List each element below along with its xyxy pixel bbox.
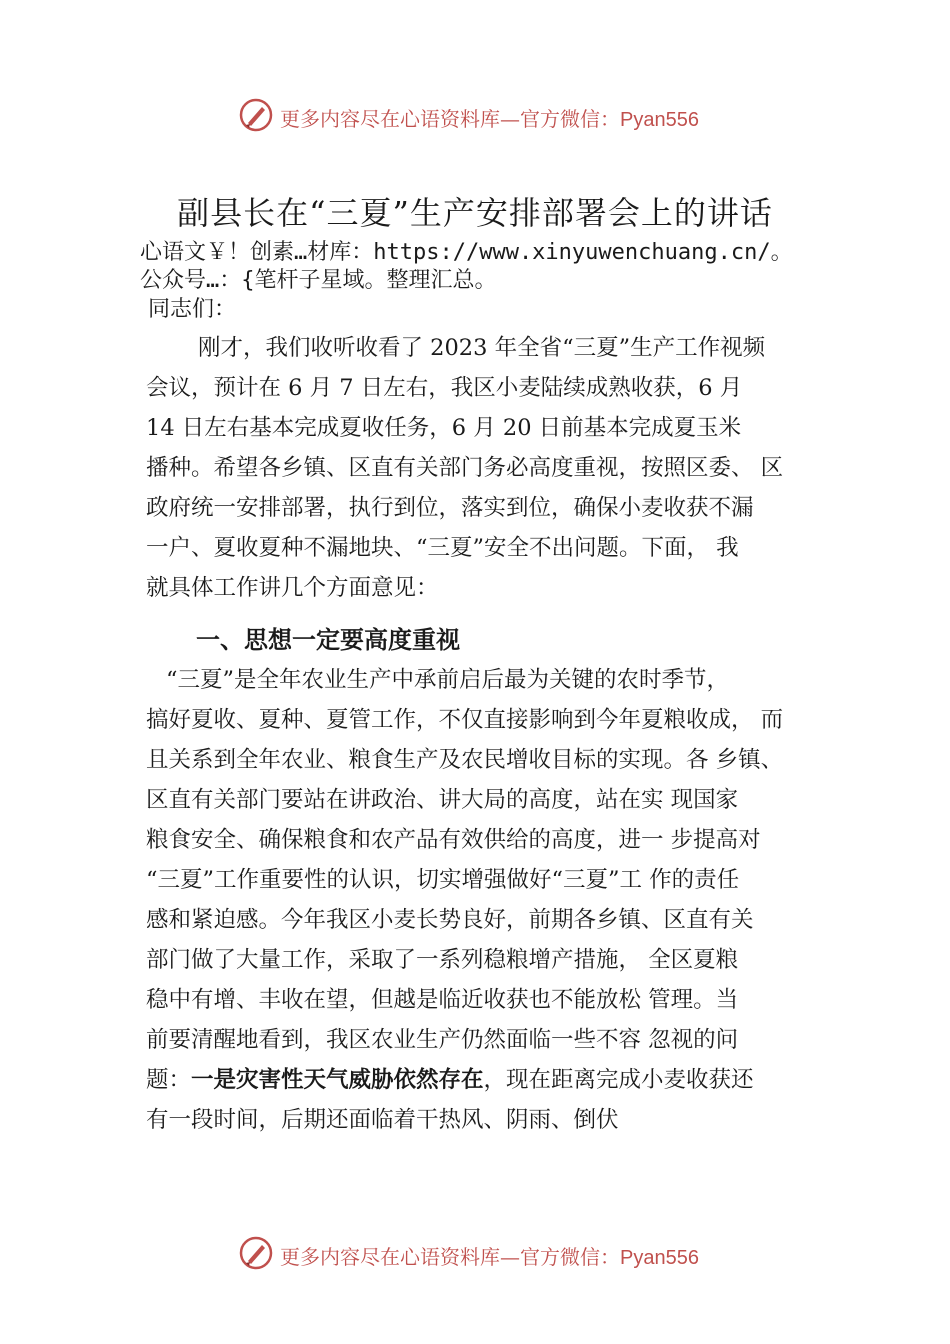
document-title: 副县长在“三夏”生产安排部署会上的讲话 <box>177 194 773 232</box>
footer-banner <box>0 1233 950 1273</box>
text-line: 且关系到全年农业、粮食生产及农民增收目标的实现。各 乡镇、 <box>146 747 784 773</box>
text-line: 搞好夏收、夏种、夏管工作，不仅直接影响到今年夏粮收成， 而 <box>146 707 784 733</box>
banner-wechat-id: Pyan556 <box>620 1247 699 1269</box>
text-line: 14 日左右基本完成夏收任务，6 月 20 日前基本完成夏玉米 <box>146 415 742 441</box>
text-line: “三夏”是全年农业生产中承前启后最为关键的农时季节， <box>166 667 730 693</box>
text-line: 会议，预计在 6 月 7 日左右，我区小麦陆续成熟收获，6 月 <box>146 375 743 401</box>
account-line: 公众号…：{笔杆子星域。整理汇总。 <box>140 268 497 293</box>
text-line: 稳中有增、丰收在望，但越是临近收获也不能放松 管理。当 <box>146 987 739 1013</box>
text-line: 感和紧迫感。今年我区小麦长势良好，前期各乡镇、区直有关 <box>146 907 754 933</box>
section-heading-1: 一、思想一定要高度重视 <box>196 626 460 654</box>
text-line: 就具体工作讲几个方面意见： <box>146 575 439 601</box>
emphasis-text: 一是灾害性天气威胁依然存在 <box>191 1067 484 1093</box>
banner-wechat-id: Pyan556 <box>620 109 699 131</box>
banner-text <box>280 1241 699 1270</box>
pen-seal-icon <box>238 1235 274 1271</box>
banner-text <box>280 103 699 132</box>
text-fragment: 题： <box>146 1067 192 1093</box>
pen-seal-icon <box>238 97 274 133</box>
text-fragment: ，现在距离完成小麦收获还 <box>483 1067 754 1093</box>
text-line: 播种。希望各乡镇、区直有关部门务必高度重视，按照区委、 区 <box>146 455 784 481</box>
text-line: 前要清醒地看到，我区农业生产仍然面临一些不容 忽视的问 <box>146 1027 739 1053</box>
text-line: 粮食安全、确保粮食和农产品有效供给的高度，进一 步提高对 <box>146 827 761 853</box>
text-line: 一户、夏收夏种不漏地块、“三夏”安全不出问题。下面， 我 <box>146 535 739 561</box>
paragraph-1 <box>146 328 836 608</box>
text-line: 区直有关部门要站在讲政治、讲大局的高度，站在实 现国家 <box>146 787 739 813</box>
text-line: 刚才，我们收听收看了 2023 年全省“三夏”生产工作视频 <box>198 335 766 361</box>
text-line: 部门做了大量工作，采取了一系列稳粮增产措施， 全区夏粮 <box>146 947 739 973</box>
banner-text-cn: 更多内容尽在心语资料库—官方微信： <box>280 107 620 131</box>
header-banner <box>0 95 950 135</box>
text-line: “三夏”工作重要性的认识，切实增强做好“三夏”工 作的责任 <box>146 867 740 893</box>
banner-text-cn: 更多内容尽在心语资料库—官方微信： <box>280 1245 620 1269</box>
paragraph-2 <box>146 660 836 1140</box>
text-line: 有一段时间，后期还面临着干热风、阴雨、倒伏 <box>146 1107 619 1133</box>
source-line: 心语文￥！创素…材库：https://www.xinyuwenchuang.cn/。 <box>140 240 793 265</box>
greeting: 同志们： <box>148 297 237 322</box>
text-line-with-emphasis <box>146 1060 836 1100</box>
text-line: 政府统一安排部署，执行到位，落实到位，确保小麦收获不漏 <box>146 495 754 521</box>
